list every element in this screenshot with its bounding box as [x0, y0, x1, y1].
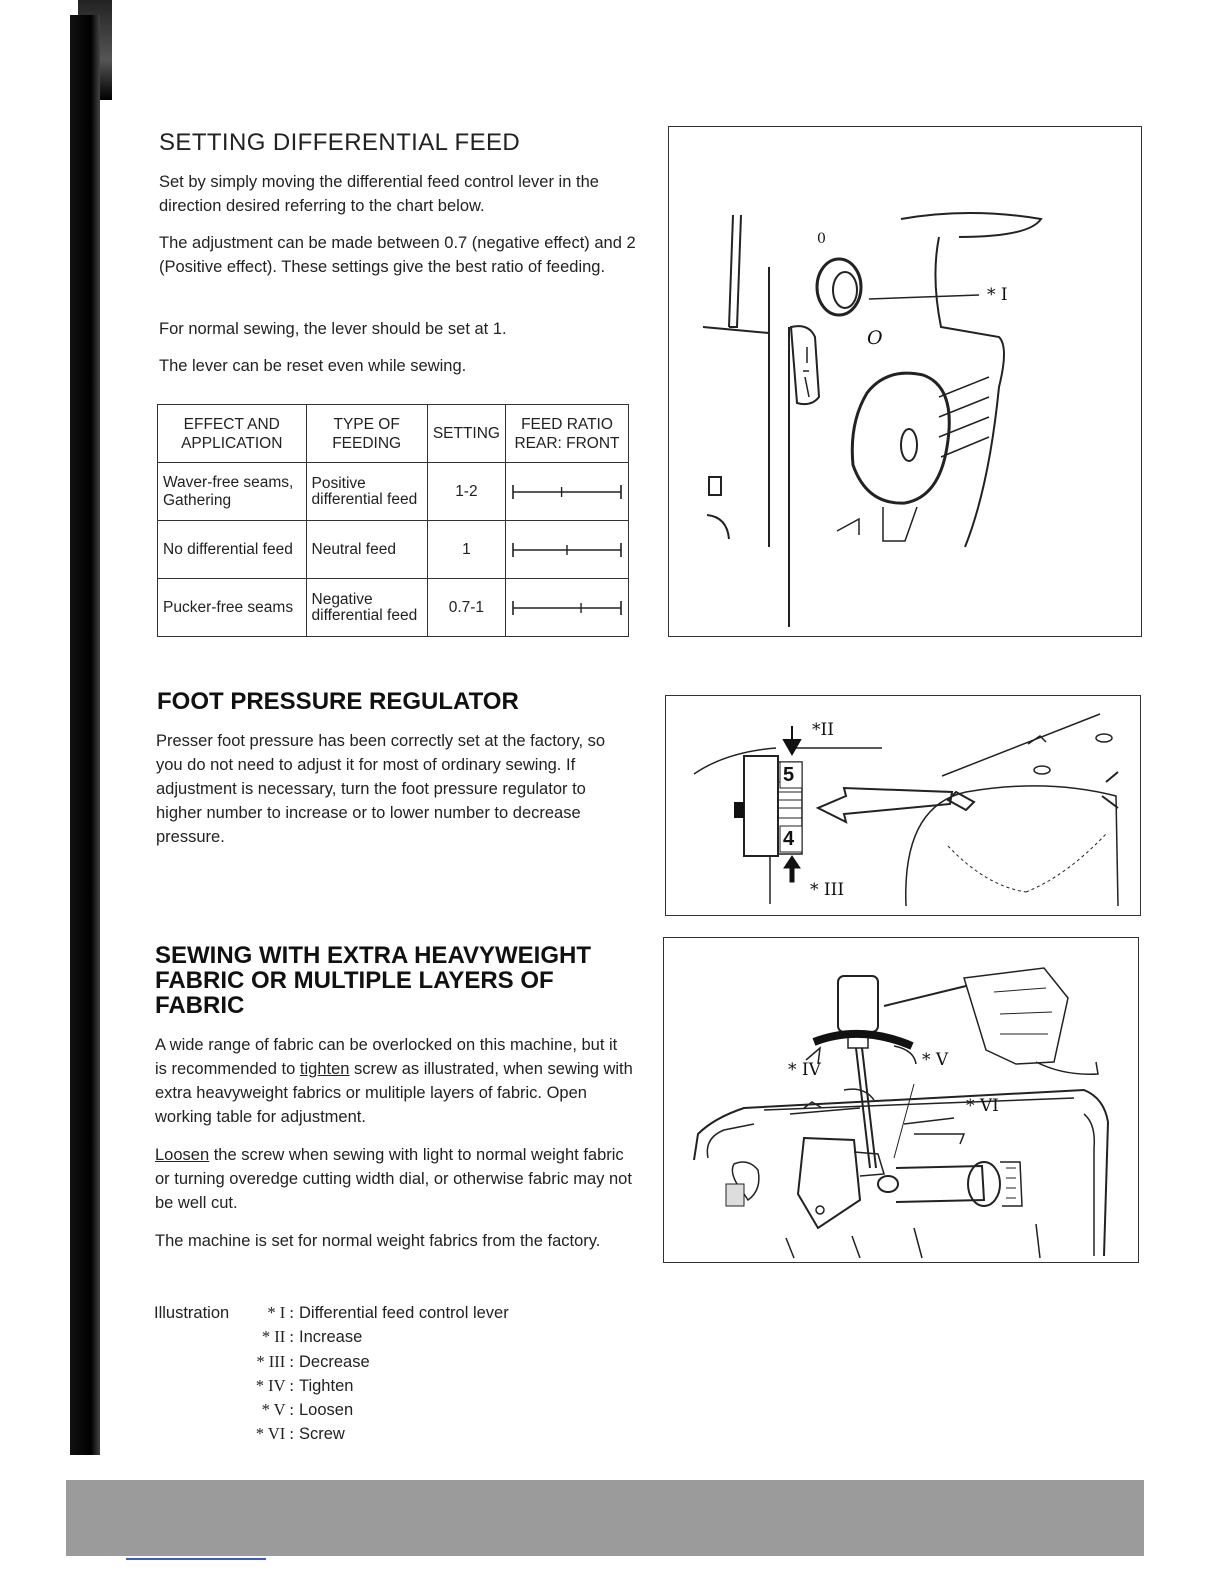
differential-feed-lever-illustration [668, 126, 1142, 637]
header-effect: EFFECT AND APPLICATION [158, 405, 307, 463]
differential-feed-paragraph-4: The lever can be reset even while sewing. [159, 357, 467, 375]
table-row [158, 579, 629, 637]
cell-ratio [505, 521, 628, 579]
legend-mark: * V : [261, 1400, 294, 1420]
header-setting: SETTING [427, 405, 505, 463]
foot-pressure-paragraph: Presser foot pressure has been correctly set at the factory, so you do not need to adjust it for most of ordinary sewing. If adjustment is necessary, turn the foot pressure regulator to higher number to increase or to lower number to decrease pressure. [156, 732, 606, 846]
dial-number-4: 4 [783, 828, 795, 850]
heavyweight-title-line-1: SEWING WITH EXTRA HEAVYWEIGHT [155, 942, 591, 969]
legend-row [154, 1350, 509, 1374]
differential-feed-paragraph-3: For normal sewing, the lever should be set at 1. [159, 320, 507, 338]
legend-text: Decrease [299, 1352, 370, 1371]
cell-type: Negative differential feed [306, 579, 427, 637]
heavyweight-title [155, 943, 591, 1018]
legend-row [154, 1325, 509, 1349]
footer-band [66, 1480, 1144, 1556]
legend-row [154, 1301, 509, 1325]
legend-mark: * I : [267, 1303, 294, 1322]
feed-ratio-scale [511, 541, 623, 559]
cell-setting: 0.7-1 [427, 579, 505, 637]
cell-ratio [505, 463, 628, 521]
dial-number-5: 5 [783, 764, 795, 786]
heavyweight-paragraph-2 [155, 1143, 633, 1215]
label-II: *II [812, 720, 834, 740]
cell-effect: Pucker-free seams [158, 579, 307, 637]
lever-drawing [669, 127, 1141, 636]
footer-accent-line [126, 1558, 266, 1560]
legend-row [154, 1374, 509, 1398]
legend-mark: * VI : [255, 1424, 294, 1444]
legend-row [154, 1422, 509, 1446]
legend-mark: * IV : [255, 1375, 294, 1395]
dial-mark-o: O [867, 327, 883, 349]
legend-text: Tighten [299, 1376, 354, 1395]
cell-type: Neutral feed [306, 521, 427, 579]
table-row [158, 521, 629, 579]
header-type: TYPE OF FEEDING [306, 405, 427, 463]
legend-text: Screw [299, 1425, 345, 1444]
heavyweight-p2-text: the screw when sewing with light to normal weight fabric or turning overedge cutting width dial, or otherwise fabric may not be well cut. [155, 1146, 632, 1212]
foot-pressure-illustration [665, 695, 1141, 916]
heavyweight-paragraph-3: The machine is set for normal weight fabrics from the factory. [155, 1232, 601, 1250]
feed-ratio-scale [511, 599, 623, 617]
table-row [158, 463, 629, 521]
legend-mark: * III : [256, 1351, 294, 1371]
legend-row [154, 1398, 509, 1422]
loosen-underlined: Loosen [155, 1146, 210, 1164]
differential-feed-paragraph-2: The adjustment can be made between 0.7 (negative effect) and 2 (Positive effect). These settings give the best ratio of feeding. [159, 234, 636, 276]
legend-title: Illustration [154, 1304, 230, 1322]
tighten-underlined: tighten [299, 1060, 350, 1078]
pressure-dial-drawing [666, 696, 1140, 915]
illustration-legend [154, 1301, 509, 1447]
screw-adjustment-illustration [663, 937, 1139, 1263]
legend-mark: * II : [261, 1327, 294, 1347]
cell-effect: No differential feed [158, 521, 307, 579]
screw-drawing [664, 938, 1138, 1262]
foot-pressure-title: FOOT PRESSURE REGULATOR [157, 688, 519, 715]
cell-effect: Waver-free seams, Gathering [158, 463, 307, 521]
cell-setting: 1-2 [427, 463, 505, 521]
legend-text: Loosen [299, 1401, 354, 1420]
heavyweight-title-line-3: FABRIC [155, 992, 245, 1019]
heavyweight-p1-text: A wide range of fabric can be overlocked on this machine, but it is recommended to [155, 1036, 618, 1078]
dial-mark-zero: 0 [817, 231, 826, 247]
differential-feed-paragraph-1: Set by simply moving the differential feed control lever in the direction desired referring to the chart below. [159, 173, 599, 215]
label-V: * V [922, 1050, 949, 1070]
heavyweight-paragraph-1 [155, 1033, 633, 1129]
cell-ratio [505, 579, 628, 637]
differential-feed-table [157, 404, 629, 637]
legend-text: Differential feed control lever [299, 1304, 509, 1322]
heavyweight-p1-text-end: screw as illustrated, when sewing with extra heavyweight fabrics or mulitiple layers of fabric. Open working table for adjustment. [155, 1060, 633, 1126]
label-VI: * VI [966, 1096, 999, 1116]
cell-type: Positive differential feed [306, 463, 427, 521]
scan-binding-edge [70, 15, 100, 1455]
cell-setting: 1 [427, 521, 505, 579]
label-III: * III [810, 880, 845, 900]
header-ratio: FEED RATIO REAR: FRONT [505, 405, 628, 463]
label-IV: * IV [788, 1060, 821, 1080]
legend-text: Increase [299, 1328, 363, 1347]
feed-ratio-scale [511, 483, 623, 501]
heavyweight-title-line-2: FABRIC OR MULTIPLE LAYERS OF [155, 967, 554, 994]
label-I: * I [987, 285, 1008, 305]
differential-feed-title: SETTING DIFFERENTIAL FEED [159, 129, 521, 156]
table-header-row [158, 405, 629, 463]
